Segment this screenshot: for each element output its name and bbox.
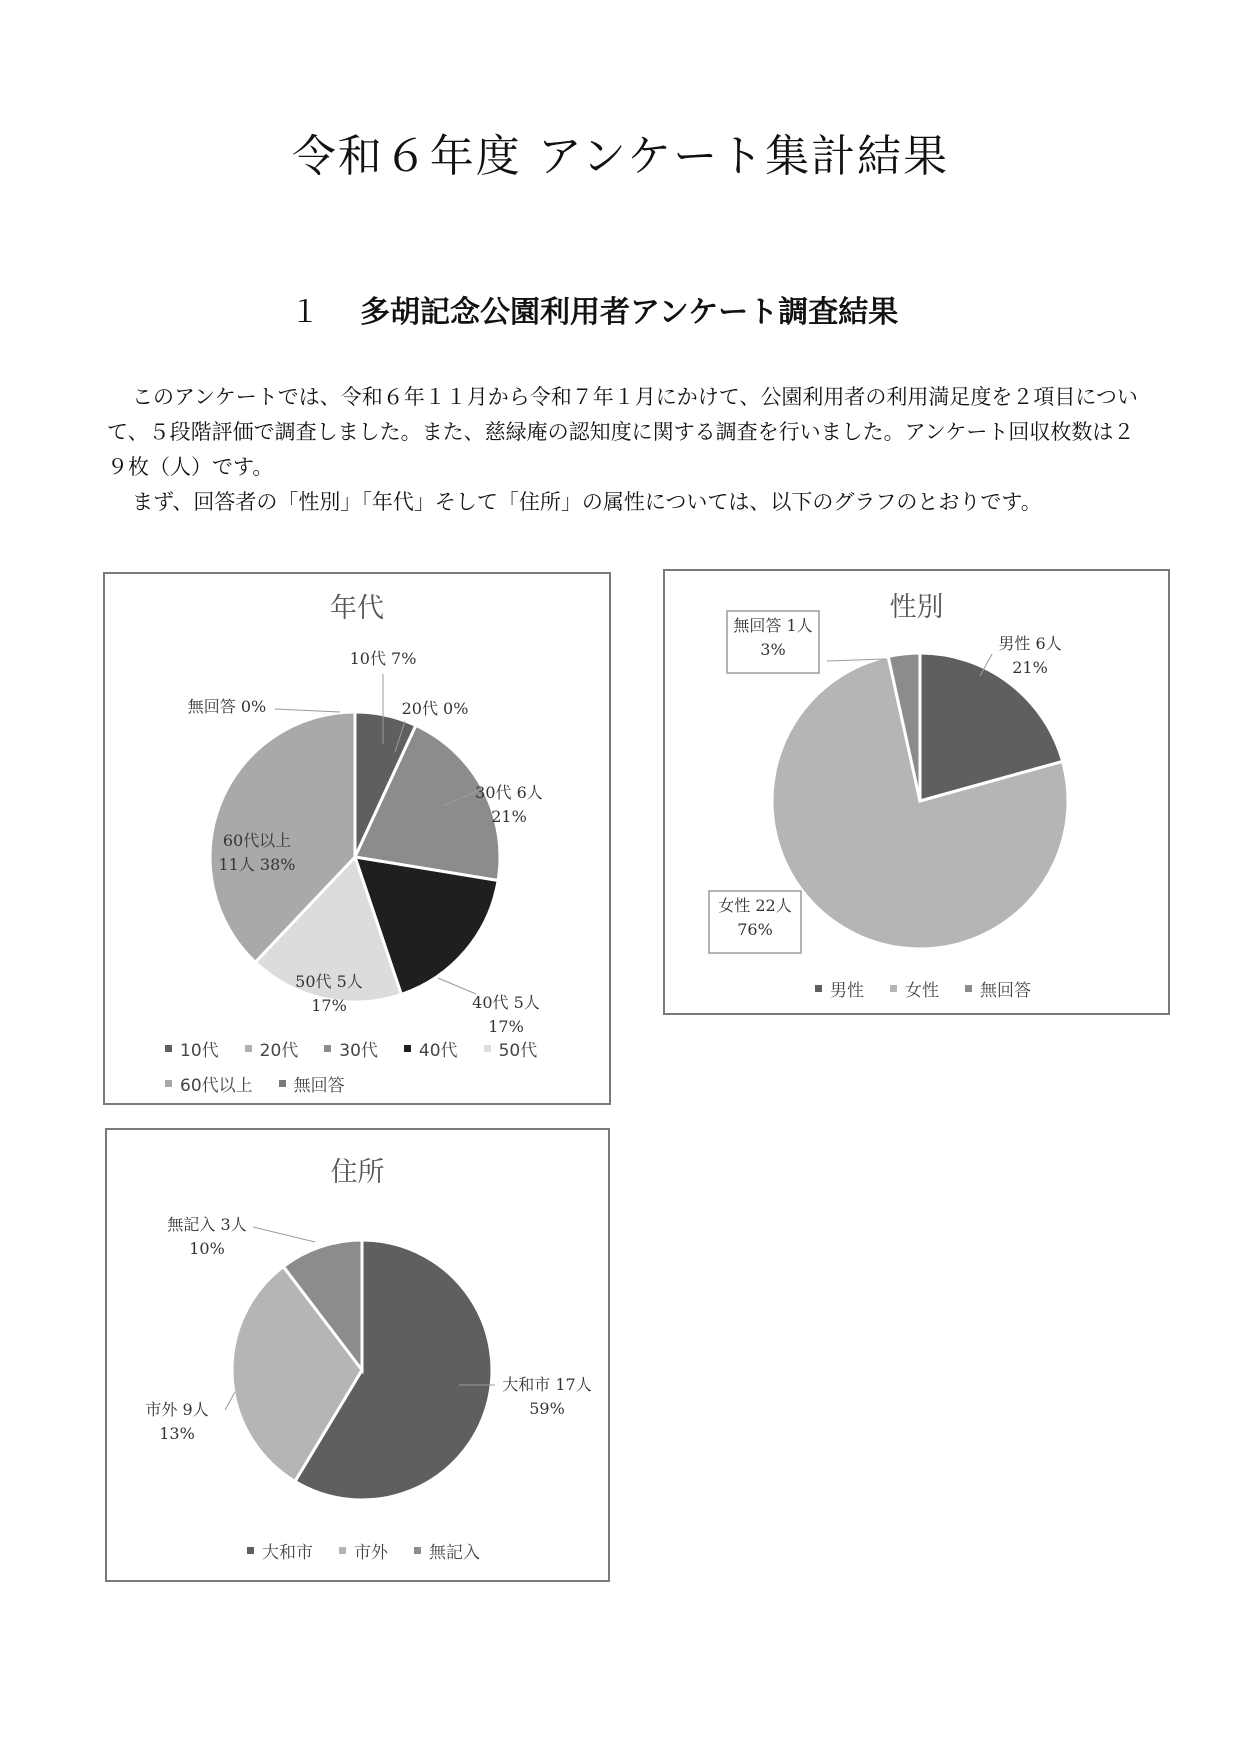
legend-item	[815, 976, 864, 1001]
legend-item	[247, 1538, 313, 1563]
legend-label: 男性	[830, 981, 864, 1001]
section-title: 多胡記念公園利用者アンケート調査結果	[360, 295, 899, 330]
leader-line	[225, 1392, 235, 1410]
data-label: 無記入 3人 10%	[167, 1215, 247, 1258]
data-label: 20代 0%	[401, 699, 469, 718]
legend-label: 無回答	[293, 1076, 345, 1096]
data-label: 40代 5人 17%	[472, 993, 540, 1036]
legend-swatch	[279, 1080, 286, 1087]
legend-item	[404, 1036, 458, 1061]
address-chart	[105, 1128, 610, 1582]
legend-swatch	[165, 1045, 172, 1052]
legend-label: 女性	[905, 981, 939, 1001]
legend-swatch	[414, 1547, 421, 1554]
legend-swatch	[484, 1045, 491, 1052]
intro-text	[107, 380, 1147, 520]
address-legend	[247, 1538, 567, 1563]
address-chart-title: 住所	[330, 1157, 385, 1188]
legend-item	[890, 976, 939, 1001]
legend-swatch	[247, 1547, 254, 1554]
legend-swatch	[324, 1045, 331, 1052]
gender-chart	[663, 569, 1170, 1015]
legend-label: 市外	[354, 1543, 388, 1563]
leader-line	[253, 1227, 315, 1242]
age-chart	[103, 572, 611, 1105]
address-pie-svg	[107, 1130, 612, 1584]
legend-swatch	[890, 985, 897, 992]
legend-item	[484, 1036, 538, 1061]
legend-swatch	[965, 985, 972, 992]
legend-swatch	[815, 985, 822, 992]
legend-label: 30代	[339, 1041, 378, 1061]
section-number: １	[290, 295, 320, 330]
legend-swatch	[165, 1080, 172, 1087]
section-heading	[290, 287, 898, 331]
legend-item	[165, 1071, 253, 1096]
age-legend	[165, 1036, 565, 1096]
legend-label: 50代	[498, 1041, 538, 1061]
legend-swatch	[404, 1045, 411, 1052]
data-label: 無回答 0%	[187, 697, 267, 716]
legend-label: 大和市	[262, 1543, 313, 1563]
legend-item	[245, 1036, 299, 1061]
gender-pie-svg	[665, 571, 1172, 1017]
data-label: 30代 6人 21%	[475, 783, 543, 826]
legend-label: 無回答	[980, 981, 1031, 1001]
legend-label: 10代	[180, 1041, 219, 1061]
legend-label: 60代以上	[180, 1076, 253, 1096]
data-label: 60代以上 11人 38%	[218, 831, 296, 874]
legend-item	[339, 1538, 388, 1563]
gender-chart-title: 性別	[889, 592, 944, 623]
gender-legend	[815, 976, 1135, 1001]
data-label: 10代 7%	[349, 649, 417, 668]
leader-line	[275, 709, 340, 712]
legend-item	[279, 1071, 345, 1096]
legend-swatch	[339, 1547, 346, 1554]
legend-swatch	[245, 1045, 252, 1052]
intro-paragraph-1: このアンケートでは、令和６年１１月から令和７年１月にかけて、公園利用者の利用満足度を２項目について、５段階評価で調査しました。また、慈緑庵の認知度に関する調査を行いました。アンケート回収枚数は２９枚（人）です。	[107, 385, 1138, 479]
data-label: 男性 6人 21%	[998, 634, 1062, 677]
age-chart-title: 年代	[330, 593, 384, 624]
legend-label: 無記入	[429, 1543, 480, 1563]
age-pie-svg	[105, 574, 613, 1107]
data-label: 50代 5人 17%	[295, 972, 363, 1015]
intro-paragraph-2: まず、回答者の「性別」「年代」そして「住所」の属性については、以下のグラフのとおりです。	[132, 490, 1042, 514]
page-title: 令和６年度 アンケート集計結果	[291, 131, 950, 182]
legend-item	[965, 976, 1031, 1001]
data-label: 女性 22人 76%	[718, 896, 792, 939]
leader-line	[438, 978, 476, 994]
legend-label: 40代	[418, 1041, 458, 1061]
data-label: 無回答 1人 3%	[733, 616, 813, 659]
legend-label: 20代	[259, 1041, 299, 1061]
legend-item	[165, 1036, 219, 1061]
legend-item	[414, 1538, 480, 1563]
data-label: 市外 9人 13%	[145, 1400, 209, 1443]
data-label: 大和市 17人 59%	[502, 1375, 592, 1418]
legend-item	[324, 1036, 378, 1061]
